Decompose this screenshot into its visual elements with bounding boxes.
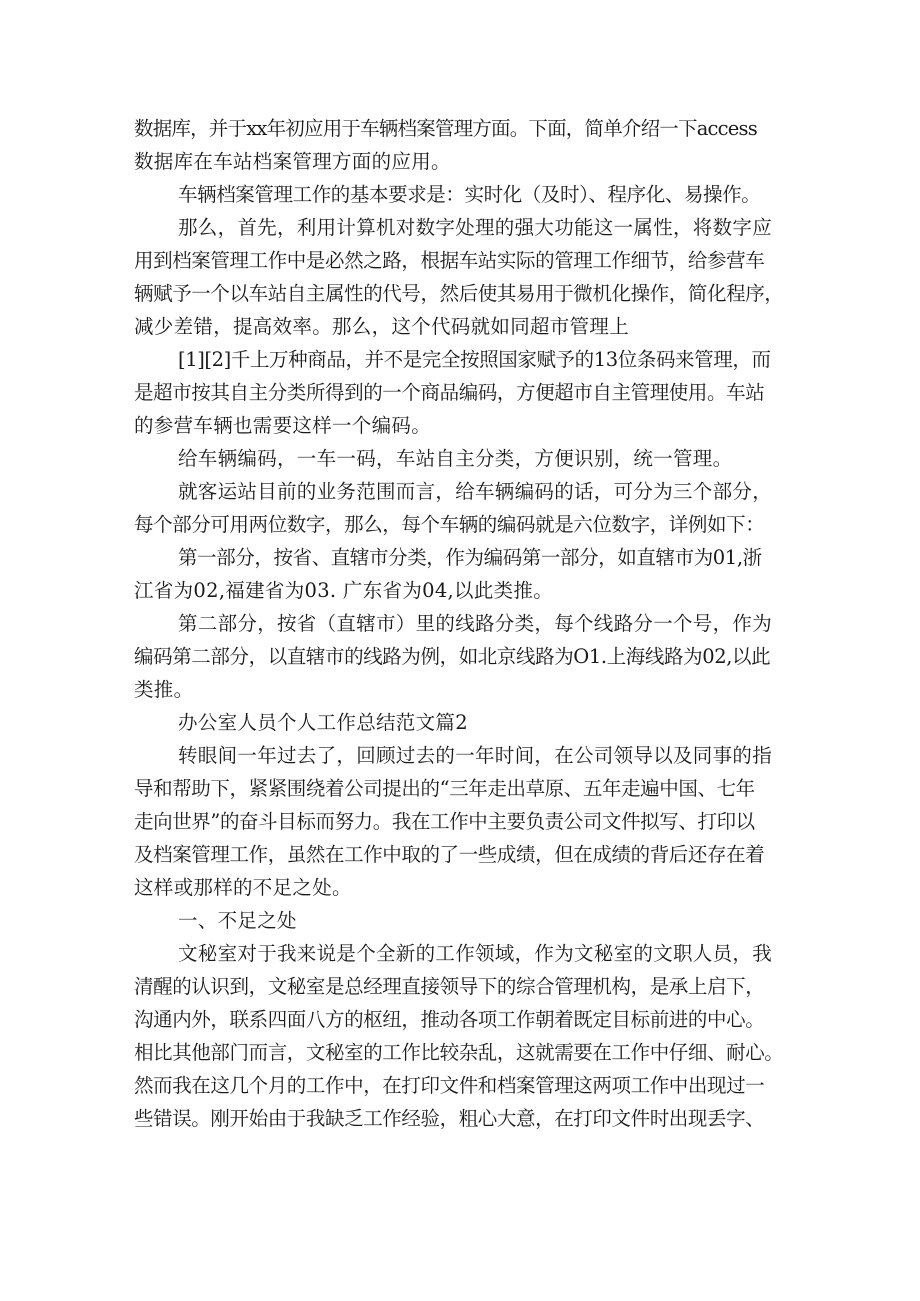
text-line: 车辆档案管理工作的基本要求是：实时化（及时）、程序化、易操作。 (178, 183, 761, 206)
text-line: [1][2]千上万种商品，并不是完全按照国家赋予的13位条码来管理，而 (178, 348, 771, 371)
text-line: 文秘室对于我来说是个全新的工作领域，作为文秘室的文职人员，我 (178, 942, 773, 965)
text-line: 编码第二部分，以直辖市的线路为例，如北京线路为O1.上海线路为02,以此 (134, 645, 771, 668)
text-line: 江省为02,福建省为03. 广东省为04,以此类推。 (134, 579, 554, 602)
text-line: 减少差错，提高效率。那么，这个代码就如同超市管理上 (134, 315, 630, 338)
text-line: 沟通内外，联系四面八方的枢纽，推动各项工作朝着既定目标前进的中心。 (134, 1008, 765, 1031)
text-line: 数据库在车站档案管理方面的应用。 (134, 150, 451, 173)
text-line: 导和帮助下，紧紧围绕着公司提出的“三年走出草原、五年走遍中国、七年 (134, 777, 755, 800)
text-line: 第二部分，按省（直辖市）里的线路分类，每个线路分一个号，作为 (178, 612, 773, 635)
text-line: 第一部分，按省、直辖市分类，作为编码第一部分，如直辖市为01,浙 (178, 546, 762, 569)
section-heading: 一、不足之处 (178, 909, 297, 932)
text-line: 数据库，并于xx年初应用于车辆档案管理方面。下面，简单介绍一下access (134, 117, 757, 140)
text-line: 类推。 (134, 678, 194, 701)
document-body (134, 112, 794, 1135)
text-line: 的参营车辆也需要这样一个编码。 (134, 414, 432, 437)
text-line: 转眼间一年过去了，回顾过去的一年时间，在公司领导以及同事的指 (178, 744, 773, 767)
text-line: 些错误。刚开始由于我缺乏工作经验，粗心大意，在打印文件时出现丢字、 (134, 1107, 765, 1130)
text-line: 这样或那样的不足之处。 (134, 876, 352, 899)
text-line: 走向世界”的奋斗目标而努力。我在工作中主要负责公司文件拟写、打印以 (134, 810, 755, 833)
section-heading: 办公室人员个人工作总结范文篇2 (178, 711, 468, 734)
text-line: 每个部分可用两位数字，那么，每个车辆的编码就是六位数字，详例如下： (134, 513, 765, 536)
text-line: 然而我在这几个月的工作中，在打印文件和档案管理这两项工作中出现过一 (134, 1074, 765, 1097)
text-line: 及档案管理工作，虽然在工作中取的了一些成绩，但在成绩的背后还存在着 (134, 843, 765, 866)
text-line: 就客运站目前的业务范围而言，给车辆编码的话，可分为三个部分， (178, 480, 773, 503)
text-line: 相比其他部门而言，文秘室的工作比较杂乱，这就需要在工作中仔细、耐心。 (134, 1041, 784, 1064)
text-line: 辆赋予一个以车站自主属性的代号，然后使其易用于微机化操作，简化程序， (134, 282, 784, 305)
text-line: 给车辆编码，一车一码，车站自主分类，方便识别，统一管理。 (178, 447, 733, 470)
text-line: 清醒的认识到，文秘室是总经理直接领导下的综合管理机构，是承上启下， (134, 975, 765, 998)
text-line: 是超市按其自主分类所得到的一个商品编码，方便超市自主管理使用。车站 (134, 381, 765, 404)
text-line: 用到档案管理工作中是必然之路，根据车站实际的管理工作细节，给参营车 (134, 249, 765, 272)
text-line: 那么，首先，利用计算机对数字处理的强大功能这一属性，将数字应 (178, 216, 773, 239)
